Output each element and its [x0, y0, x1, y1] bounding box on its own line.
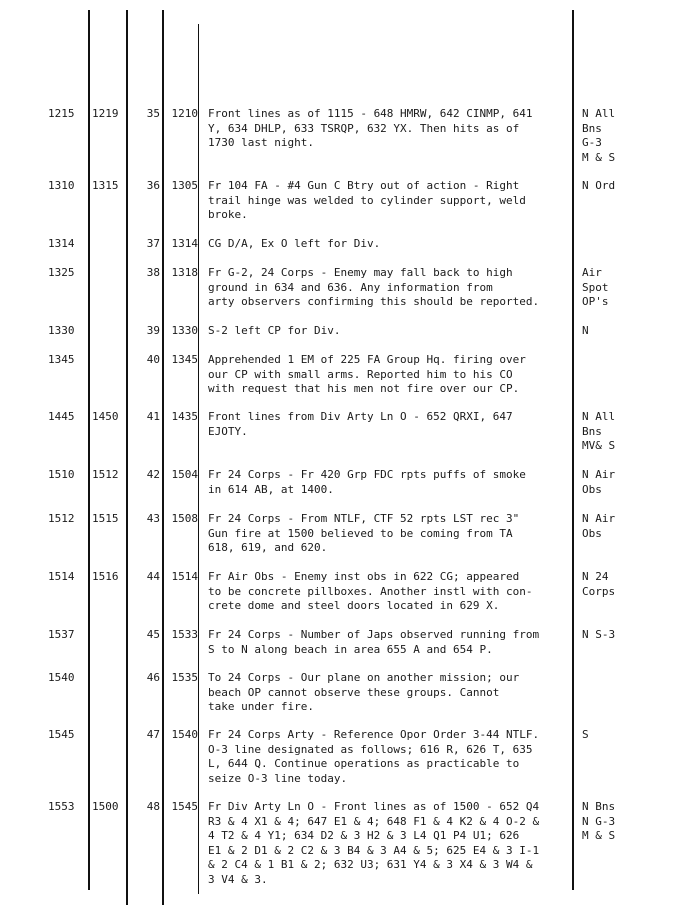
action-taken: N All Bns G-3 M & S [582, 107, 616, 164]
column-rule-1 [88, 10, 90, 890]
time-out: 1500 [92, 800, 119, 813]
time-of-message: 1533 [171, 628, 198, 641]
entry-text: Front lines from Div Arty Ln O - 652 QRXI, 647 EJOTY. [208, 410, 513, 438]
time-in: 1545 [48, 728, 75, 741]
action-taken: N Air Obs [582, 468, 616, 496]
action-taken: Air Spot OP's [582, 266, 609, 308]
time-out: 1516 [92, 570, 119, 583]
action-taken: N [582, 324, 589, 337]
time-of-message: 1330 [171, 324, 198, 337]
time-of-message: 1435 [171, 410, 198, 423]
time-out: 1315 [92, 179, 119, 192]
column-rule-5 [572, 10, 574, 890]
time-in: 1540 [48, 671, 75, 684]
time-in: 1512 [48, 512, 75, 525]
time-in: 1537 [48, 628, 75, 641]
entry-text: Fr 24 Corps - From NTLF, CTF 52 rpts LST rec 3" Gun fire at 1500 believed to be coming from TA 618, 619, and 620. [208, 512, 520, 554]
serial-number: 45 [146, 628, 160, 641]
serial-number: 37 [146, 237, 160, 250]
entry-text: Fr Div Arty Ln O - Front lines as of 1500 - 652 Q4 R3 & 4 X1 & 4; 647 E1 & 4; 648 F1 & 4 K2 & 4 O-2 & 4 T2 & 4 Y1; 634 D2 & 3 H2 & 3 L4 Q1 P4 U1; 626 E1 & 2 D1 & 2 C2 & 3 B4 & 3 A4 & 5; 625 E4 & 3 I-1 & 2 C4 & 1 B1 & 2; 632 U3; 631 Y4 & 3 X4 & 3 W4 & 3 V4 & 3. [208, 800, 540, 886]
time-of-message: 1535 [171, 671, 198, 684]
time-out: 1219 [92, 107, 119, 120]
entry-text: To 24 Corps - Our plane on another mission; our beach OP cannot observe these groups. Cannot take under fire. [208, 671, 520, 713]
action-taken: N 24 Corps [582, 570, 616, 598]
column-rule-4 [198, 24, 199, 894]
time-of-message: 1508 [171, 512, 198, 525]
action-taken: N Air Obs [582, 512, 616, 540]
time-of-message: 1314 [171, 237, 198, 250]
time-of-message: 1545 [171, 800, 198, 813]
entry-text: Fr 24 Corps - Number of Japs observed running from S to N along beach in area 655 A and 654 P. [208, 628, 540, 656]
serial-number: 46 [146, 671, 160, 684]
time-of-message: 1318 [171, 266, 198, 279]
time-of-message: 1540 [171, 728, 198, 741]
serial-number: 35 [146, 107, 160, 120]
time-in: 1314 [48, 237, 75, 250]
action-taken: S [582, 728, 589, 741]
time-out: 1512 [92, 468, 119, 481]
action-taken: N Bns N G-3 M & S [582, 800, 616, 842]
entry-text: Fr G-2, 24 Corps - Enemy may fall back to high ground in 634 and 636. Any information from arty observers confirming this should be reported. [208, 266, 540, 308]
serial-number: 36 [146, 179, 160, 192]
action-taken: N S-3 [582, 628, 616, 641]
time-in: 1553 [48, 800, 75, 813]
serial-number: 47 [146, 728, 160, 741]
time-of-message: 1345 [171, 353, 198, 366]
time-in: 1325 [48, 266, 75, 279]
time-in: 1510 [48, 468, 75, 481]
entry-text: Fr 24 Corps - Fr 420 Grp FDC rpts puffs of smoke in 614 AB, at 1400. [208, 468, 526, 496]
entry-text: CG D/A, Ex O left for Div. [208, 237, 381, 250]
time-in: 1445 [48, 410, 75, 423]
serial-number: 39 [146, 324, 160, 337]
time-in: 1345 [48, 353, 75, 366]
entry-text: Fr Air Obs - Enemy inst obs in 622 CG; appeared to be concrete pillboxes. Another instl with con- crete dome and steel doors located in 629 X. [208, 570, 533, 612]
serial-number: 48 [146, 800, 160, 813]
entry-text: Front lines as of 1115 - 648 HMRW, 642 CINMP, 641 Y, 634 DHLP, 633 TSRQP, 632 YX. Then hits as of 1730 last night. [208, 107, 533, 149]
entry-text: S-2 left CP for Div. [208, 324, 341, 337]
action-taken: N All Bns MV& S [582, 410, 616, 452]
column-rule-3 [162, 10, 164, 905]
time-out: 1515 [92, 512, 119, 525]
action-taken: N Ord [582, 179, 616, 192]
time-out: 1450 [92, 410, 119, 423]
entry-text: Fr 24 Corps Arty - Reference Opor Order 3-44 NTLF. O-3 line designated as follows; 616 R, 626 T, 635 L, 644 Q. Continue operations as practicable to seize O-3 line today. [208, 728, 540, 785]
time-in: 1310 [48, 179, 75, 192]
time-in: 1514 [48, 570, 75, 583]
entry-text: Fr 104 FA - #4 Gun C Btry out of action - Right trail hinge was welded to cylinder support, weld broke. [208, 179, 526, 221]
time-in: 1215 [48, 107, 75, 120]
time-of-message: 1514 [171, 570, 198, 583]
time-of-message: 1305 [171, 179, 198, 192]
serial-number: 38 [146, 266, 160, 279]
serial-number: 43 [146, 512, 160, 525]
serial-number: 41 [146, 410, 160, 423]
time-of-message: 1210 [171, 107, 198, 120]
serial-number: 42 [146, 468, 160, 481]
serial-number: 44 [146, 570, 160, 583]
time-in: 1330 [48, 324, 75, 337]
entry-text: Apprehended 1 EM of 225 FA Group Hq. firing over our CP with small arms. Reported him to his CO with request that his men not fire over our CP. [208, 353, 526, 395]
serial-number: 40 [146, 353, 160, 366]
column-rule-2 [126, 10, 128, 905]
time-of-message: 1504 [171, 468, 198, 481]
